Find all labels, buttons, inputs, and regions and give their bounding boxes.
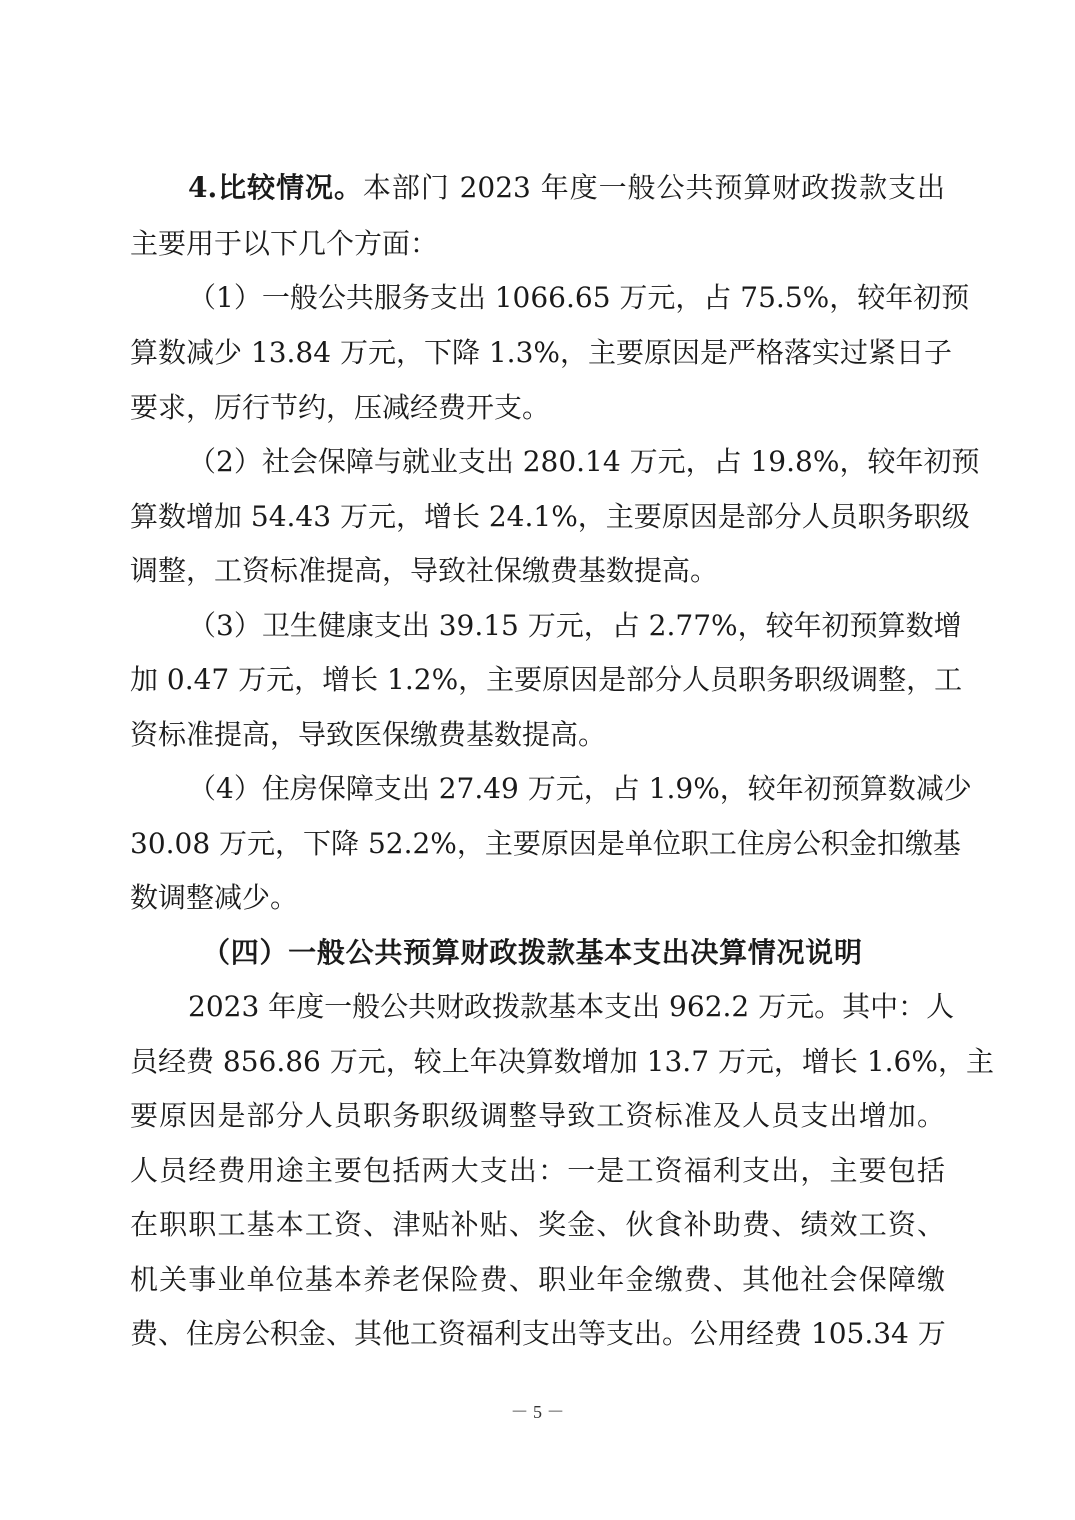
item-1-line-3: 要求，厉行节约，压减经费开支。 <box>130 391 551 424</box>
item-4-line-3: 数调整减少。 <box>130 881 299 914</box>
item-4-line-1: （4）住房保障支出 27.49 万元，占 1.9%，较年初预算数减少 <box>188 772 972 805</box>
basic-expenditure-line-1: 2023 年度一般公共财政拨款基本支出 962.2 万元。其中：人 <box>188 990 955 1023</box>
item-2-line-2: 算数增加 54.43 万元，增长 24.1%，主要原因是部分人员职务职级 <box>130 500 970 533</box>
item-2-line-1: （2）社会保障与就业支出 280.14 万元，占 19.8%，较年初预 <box>188 445 980 478</box>
basic-expenditure-line-7: 费、住房公积金、其他工资福利支出等支出。公用经费 105.34 万 <box>130 1317 946 1350</box>
basic-expenditure-line-2: 员经费 856.86 万元，较上年决算数增加 13.7 万元，增长 1.6%，主 <box>130 1045 994 1078</box>
basic-expenditure-line-4: 人员经费用途主要包括两大支出：一是工资福利支出，主要包括 <box>130 1154 945 1187</box>
comparison-label: 4.比较情况。 <box>188 171 363 204</box>
item-3-line-2: 加 0.47 万元，增长 1.2%，主要原因是部分人员职务职级调整，工 <box>130 663 963 696</box>
item-3-line-3: 资标准提高，导致医保缴费基数提高。 <box>130 718 607 751</box>
item-2-line-3: 调整，工资标准提高，导致社保缴费基数提高。 <box>130 554 719 587</box>
item-4-line-2: 30.08 万元，下降 52.2%，主要原因是单位职工住房公积金扣缴基 <box>130 827 961 860</box>
comparison-intro-line-2: 主要用于以下几个方面： <box>130 227 439 260</box>
item-1-line-1: （1）一般公共服务支出 1066.65 万元，占 75.5%，较年初预 <box>188 281 970 314</box>
basic-expenditure-line-5: 在职职工基本工资、津贴补贴、奖金、伙食补助费、绩效工资、 <box>130 1208 945 1241</box>
page-number: － 5 － <box>510 1402 565 1422</box>
item-1-line-2: 算数减少 13.84 万元，下降 1.3%，主要原因是严格落实过紧日子 <box>130 336 952 369</box>
comparison-intro-text: 本部门 2023 年度一般公共预算财政拨款支出 <box>362 171 946 204</box>
basic-expenditure-line-3: 要原因是部分人员职务职级调整导致工资标准及人员支出增加。 <box>130 1099 945 1132</box>
section-heading-basic-expenditure: （四）一般公共预算财政拨款基本支出决算情况说明 <box>202 936 862 969</box>
basic-expenditure-line-6: 机关事业单位基本养老保险费、职业年金缴费、其他社会保障缴 <box>130 1263 945 1296</box>
comparison-intro-line-1 <box>188 166 945 210</box>
item-3-line-1: （3）卫生健康支出 39.15 万元，占 2.77%，较年初预算数增 <box>188 609 962 642</box>
